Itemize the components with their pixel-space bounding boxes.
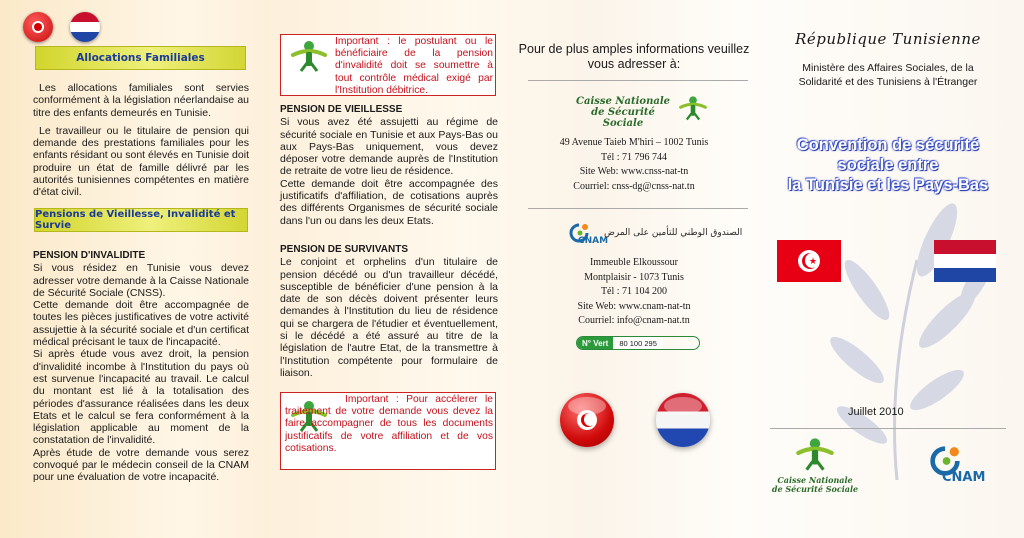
cnss-web[interactable]: Site Web: www.cnss-nat-tn [579,166,689,177]
cnss-logo-line2: de Sécurité Sociale [771,484,859,494]
convention-line-3: la Tunisie et les Pays-Bas [787,176,989,194]
numero-vert-label: N° Vert [577,337,613,349]
tunisia-flag-icon: ★ [777,240,841,282]
panel-contacts [516,0,752,538]
allocations-text [33,82,249,205]
vieillesse-text [280,104,498,227]
panel-pensions [258,0,516,538]
cnss-mail[interactable]: Courriel: cnss-dg@cnss-nat.tn [573,180,695,192]
cnam-tel: Tél : 71 104 200 [600,286,668,297]
allocations-paragraph-1: Les allocations familiales sont servies conformément à la législation néerlandaise au titre des enfants demeurés en Tunisie. [33,82,249,119]
cnam-web[interactable]: Site Web: www.cnam-nat-tn [577,300,691,312]
convention-title [752,135,1024,195]
republique-title: République Tunisienne [795,30,981,48]
invalidite-paragraph-4: Après étude de votre demande vous serez convoqué par le médecin conseil de la CNAM pour une évaluation de votre incapacité. [33,446,249,484]
vieillesse-paragraph-2: Cette demande doit être accompagnée des justificatifs d'affiliation, de cotisations auprès des différents Organismes de sécurité sociale dans l'un ou dans les deux Etats. [280,177,498,227]
cnss-logo-icon [287,39,331,73]
cnss-logo-line2: de Sécurité Sociale [591,107,655,129]
cnss-logo-text [770,476,860,494]
survivants-paragraph-1: Le conjoint et orphelins d'un titulaire de pension décédé ou d'un travailleur décédé, susceptible de bénéficier d'une pension à la date de son décès doivent présenter leurs demandes à l'Institution du lieu de résidence qui se chargera de l'étudier et éventuellement, si le décédé a été assuré au titre de la législation de l'autre Etat, de la transmettre à l'Institution compétente pour formulaire de liaison. [280,256,498,379]
cnss-tel: Tél : 71 796 744 [600,151,668,163]
cnam-logo [568,222,743,250]
important-text-2: Important : Pour accélerer le traitement de votre demande vous devez la faire accompagner de tous les documents justificatifs de votre affiliation et de vos cotisations. [285,394,493,454]
cnss-logo [572,88,712,128]
divider [528,80,748,81]
important-box-1 [280,34,496,96]
cnss-logo [770,436,860,496]
cnss-contact [516,136,752,194]
divider [770,428,1006,429]
cnss-logo-icon [676,90,710,126]
vieillesse-paragraph-1: Si vous avez été assujetti au régime de sécurité sociale en Tunisie et aux Pays-Bas ou aux Pays-Bas uniquement, vous devez déposer votre demande auprès de l'Institution de retraite de votre lieu de résidence. [280,116,498,178]
section-title-pensions: Pensions de Vieillesse, Invalidité et Survie [34,208,248,232]
cnss-logo-text [572,96,674,129]
cnam-mail[interactable]: Courriel: info@cnam-nat.tn [578,315,690,326]
netherlands-flag-icon [70,12,100,42]
ministry-name [752,62,1024,89]
tunisia-flag-icon [23,12,53,42]
info-title: Pour de plus amples informations veuillez vous adresser à: [518,42,750,71]
cnam-address-1: Immeuble Elkoussour [589,257,679,268]
invalidite-heading: PENSION D'INVALIDITE [33,250,146,261]
ministry-text: Ministère des Affaires Sociales, de la Solidarité et des Tunisiens à l'Étranger [798,62,978,88]
convention-line-1: Convention de sécurité [796,136,980,154]
cnam-logo-text: CNAM [942,470,986,485]
invalidite-paragraph-1: Si vous résidez en Tunisie vous devez adresser votre demande à la Caisse Nationale de Sécurité Sociale (CNSS). [33,262,249,299]
tunisia-flag-icon [560,393,614,447]
section-title-allocations: Allocations Familiales [35,46,246,70]
cnam-logo [926,444,996,488]
allocations-paragraph-2: Le travailleur ou le titulaire de pension qui demande des prestations familiales pour les enfants résidant ou sont élevés en Tunisie doit produire un état de famille délivré par les autorités tunisiennes compétentes en matière d'état civil. [33,124,249,199]
survivants-heading: PENSION DE SURVIVANTS [280,244,408,255]
cnss-logo-line1: Caisse Nationale [576,96,670,107]
survivants-text [280,244,498,379]
convention-line-2: sociale entre [837,156,939,174]
cnss-logo-icon [792,436,838,472]
cnam-contact [516,256,752,329]
panel-cover [752,0,1024,538]
panel-allocations [0,0,258,538]
divider [528,208,748,209]
cnam-address-2: Montplaisir - 1073 Tunis [584,271,684,283]
invalidite-paragraph-3: Si après étude vous avez droit, la pension d'invalidité incombe à l'Institution du pays où est survenue l'incapacité au travail. Le calcul du montant est lié à la totalisation des périodes d'assurance réalisées dans les deux Etats et le calcul se fera conformément à la législation applicable au moment de la constatation de l'invalidité. [33,348,249,447]
numero-vert-number: 80 100 295 [613,337,663,349]
netherlands-flag-icon [934,240,996,282]
netherlands-flag-icon [656,393,710,447]
numero-vert-badge [576,336,700,350]
cnam-arabic-name: الصندوق الوطني للتأمين على المرض [604,228,743,238]
vieillesse-heading: PENSION DE VIEILLESSE [280,104,403,115]
cnam-logo-text: CNAM [578,236,609,246]
invalidite-text [33,250,249,484]
cnss-address: 49 Avenue Taieb M'hiri – 1002 Tunis [559,137,709,148]
important-box-2 [280,392,496,470]
publication-date: Juillet 2010 [848,406,904,418]
invalidite-paragraph-2: Cette demande doit être accompagnée de toutes les pièces justificatives de votre activité assujettie à la sécurité sociale et d'un certificat médical précisant le taux de l'incapacité. [33,299,249,349]
cnss-logo-line1: Caisse Nationale [777,475,853,485]
important-text-1: Important : le postulant ou le bénéficiaire de la pension d'invalidité doit se soumettre à tout contrôle médical exigé par l'Institution débitrice. [335,36,493,96]
